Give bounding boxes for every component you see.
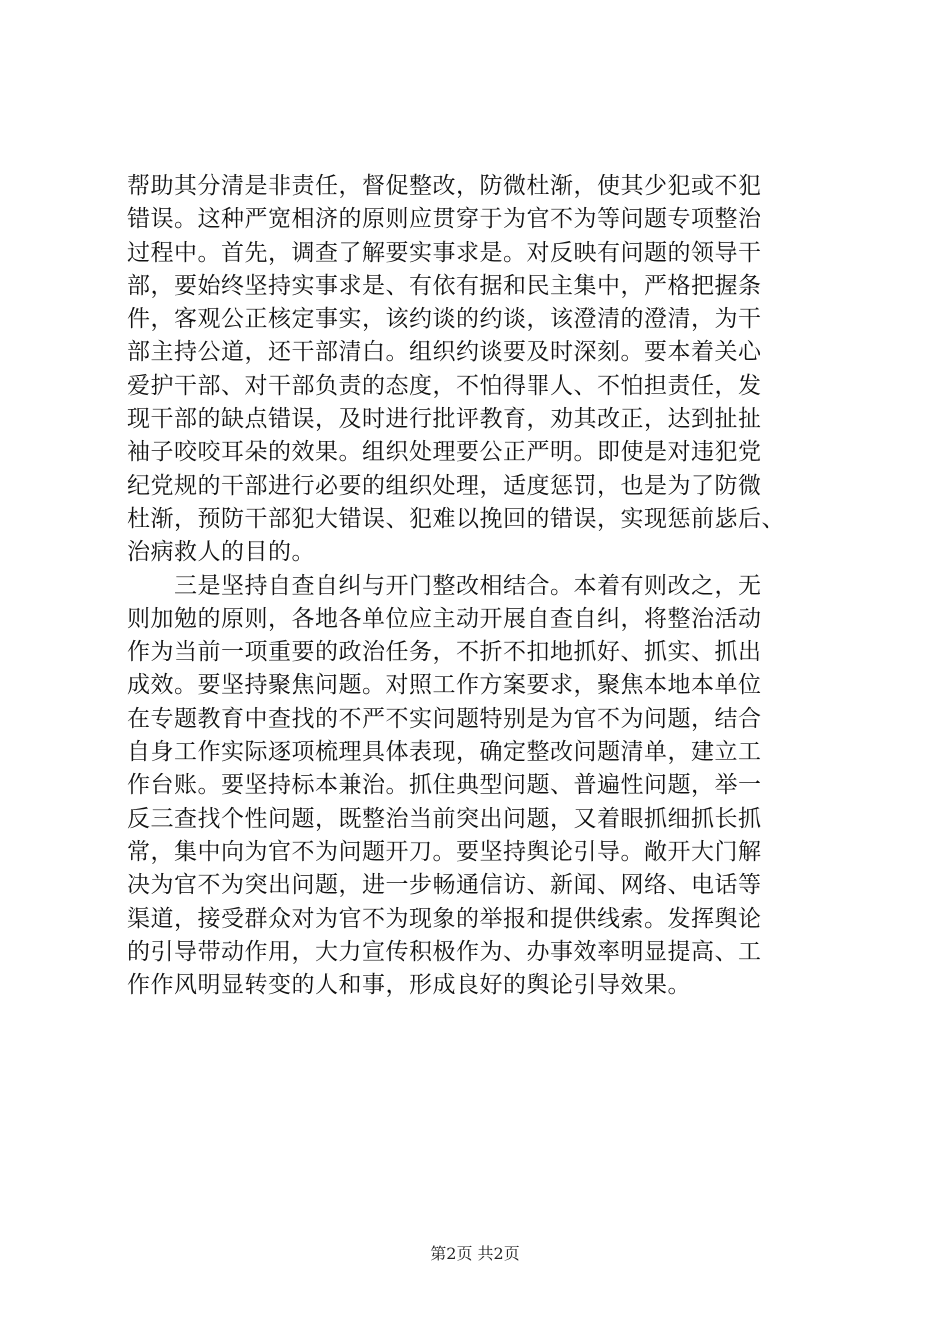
text-line: 作作风明显转变的人和事，形成良好的舆论引导效果。: [127, 972, 691, 999]
text-line: 的引导带动作用，大力宣传积极作为、办事效率明显提高、工: [127, 938, 762, 965]
text-line: 则加勉的原则，各地各单位应主动开展自查自纠，将整治活动: [127, 605, 762, 632]
text-line: 渠道，接受群众对为官不为现象的举报和提供线索。发挥舆论: [127, 905, 762, 932]
text-line: 帮助其分清是非责任，督促整改，防微杜渐，使其少犯或不犯: [127, 173, 762, 199]
text-line: 错误。这种严宽相济的原则应贯穿于为官不为等问题专项整治: [127, 206, 762, 233]
text-line: 自身工作实际逐项梳理具体表现，确定整改问题清单，建立工: [127, 739, 762, 766]
text-line: 作为当前一项重要的政治任务，不折不扣地抓好、抓实、抓出: [127, 639, 762, 666]
text-line: 过程中。首先，调查了解要实事求是。对反映有问题的领导干: [127, 239, 762, 266]
text-line: 治病救人的目的。: [127, 539, 315, 566]
text-line: 现干部的缺点错误，及时进行批评教育，劝其改正，达到扯扯: [127, 406, 762, 433]
body-text: [127, 170, 847, 1002]
text-line: 成效。要坚持聚焦问题。对照工作方案要求，聚焦本地本单位: [127, 672, 762, 699]
text-line: 爱护干部、对干部负责的态度，不怕得罪人、不怕担责任，发: [127, 372, 762, 399]
text-line: 在专题教育中查找的不严不实问题特别是为官不为问题，结合: [127, 705, 762, 732]
text-line: 常，集中向为官不为问题开刀。要坚持舆论引导。敞开大门解: [127, 838, 762, 865]
text-line: 纪党规的干部进行必要的组织处理，适度惩罚，也是为了防微: [127, 472, 762, 499]
text-line: 件，客观公正核定事实，该约谈的约谈，该澄清的澄清，为干: [127, 306, 762, 333]
text-line: 杜渐，预防干部犯大错误、犯难以挽回的错误，实现惩前毖后、: [127, 505, 785, 532]
text-line: 三是坚持自查自纠与开门整改相结合。本着有则改之，无: [127, 572, 762, 599]
text-line: 决为官不为突出问题，进一步畅通信访、新闻、网络、电话等: [127, 872, 762, 899]
text-line: 反三查找个性问题，既整治当前突出问题，又着眼抓细抓长抓: [127, 805, 762, 832]
text-line: 部，要始终坚持实事求是、有依有据和民主集中，严格把握条: [127, 272, 762, 299]
text-line: 部主持公道，还干部清白。组织约谈要及时深刻。要本着关心: [127, 339, 762, 366]
text-line: 作台账。要坚持标本兼治。抓住典型问题、普遍性问题，举一: [127, 772, 762, 799]
text-line: 袖子咬咬耳朵的效果。组织处理要公正严明。即使是对违犯党: [127, 439, 762, 466]
page-number-footer: 第2页 共2页: [430, 1244, 520, 1263]
